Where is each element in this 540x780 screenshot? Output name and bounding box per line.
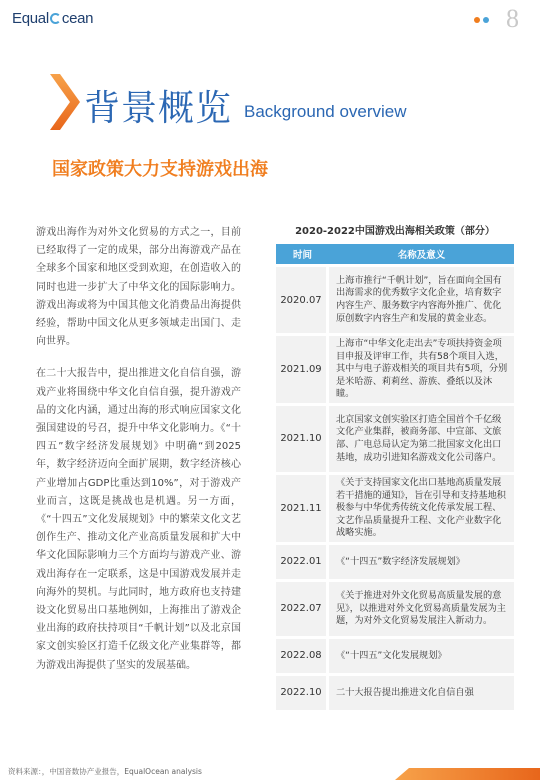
table-title: 2020-2022中国游戏出海相关政策（部分） (295, 226, 495, 237)
orange-dot-icon (474, 17, 480, 23)
table-row (276, 406, 514, 472)
page-title: 背景概览 (84, 88, 233, 129)
table-row (276, 582, 514, 636)
section-subtitle: 国家政策大力支持游戏出海 (52, 159, 268, 180)
table-header-row (276, 244, 514, 264)
header-time: 时间 (276, 244, 329, 264)
blue-dot-icon (483, 17, 489, 23)
policy-table (276, 241, 514, 713)
row-content: 北京国家文创实验区打造全国首个千亿级文化产业集群，被商务部、中宣部、文旅部、广电总局认定为第二批国家文化出口基地，成功引进知名游戏文化公司落户。 (329, 406, 514, 472)
row-content: 二十大报告提出推进文化自信自强 (329, 676, 514, 710)
chevron-right-icon (50, 74, 80, 130)
body-paragraph: 游戏出海作为对外文化贸易的方式之一，目前已经取得了一定的成果，部分出海游戏产品在全球多个国家和地区受到欢迎，在创造收入的同时也进一步扩大了中华文化的国际影响力。游戏出海或将为中国其他文化消费品出海提供经验，帮助中国文化从更多领域走出国门、走向世界。 (36, 227, 241, 348)
row-content: 《关于支持国家文化出口基地高质量发展若干措施的通知》，旨在引导和支持基地积极参与中华优秀传统文化传承发展工程、文艺作品质量提升工程、文化产业数字化战略实施。 (329, 475, 514, 542)
header-name-meaning: 名称及意义 (329, 244, 514, 264)
table-row (276, 475, 514, 542)
row-time: 2022.10 (276, 676, 329, 710)
page-title-english: Background overview (244, 102, 407, 121)
table-row (276, 267, 514, 333)
row-time: 2022.07 (276, 582, 329, 636)
logo-text-pre: Equal (12, 10, 49, 27)
table-row (276, 676, 514, 710)
logo-text-post: cean (61, 10, 94, 27)
row-content: 《关于推进对外文化贸易高质量发展的意见》，以推进对外文化贸易高质量发展为主题，为对外文化贸易发展注入新动力。 (329, 582, 514, 636)
footer-decoration (395, 768, 540, 780)
body-paragraph: 在二十大报告中，提出推进文化自信自强，游戏产业将围绕中华文化自信自强，提升游戏产品的文化内涵，通过出海的形式响应国家文化强国建设的号召，提升中华文化影响力。《“十四五”数字经济发展规划》中明确“到2025年，数字经济迈向全面扩展期，数字经济核心产业增加占GDP比重达到10%”，对于游戏产业而言，这既是挑战也是机遇。另一方面，《“十四五”文化发展规划》中的繁荣文化文艺创作生产、推动文化产业高质量发展和扩大中华文化国际影响力三个方面均与游戏产业、游戏出海存在一定联系，这是中国游戏发展并走向海外的契机。与此同时，地方政府也支持建设文化贸易出口基地例如，上海推出了游戏企业出海的政府扶持项目“千帆计划”以及北京国家文创实验区打造千亿级文化产业集群等，都为游戏出海提供了坚实的发展基础。 (36, 368, 241, 671)
logo-o-icon (50, 13, 61, 24)
page-number: 8 (506, 4, 519, 33)
row-content: 《“十四五”文化发展规划》 (329, 639, 514, 673)
row-content: 上海市推行“千帆计划”，旨在面向全国有出海需求的优秀数字文化企业，培育数字内容生产、服务数字内容海外推广、优化原创数字内容生产和发展的黄金业态。 (329, 267, 514, 333)
row-time: 2022.01 (276, 545, 329, 579)
row-content: 上海市“中华文化走出去”专项扶持资金项目申报及评审工作，共有58个项目入选，其中与电子游戏相关的项目共有5项，分别是米哈游、莉莉丝、游族、叠纸以及沐瞳。 (329, 336, 514, 403)
row-time: 2021.11 (276, 475, 329, 542)
row-time: 2020.07 (276, 267, 329, 333)
body-text (36, 224, 241, 689)
table-row (276, 639, 514, 673)
row-time: 2022.08 (276, 639, 329, 673)
table-row (276, 336, 514, 403)
footer-source: 资料来源：，中国音数协产业报告，EqualOcean analysis (8, 767, 202, 776)
table-row (276, 545, 514, 579)
row-content: 《“十四五”数字经济发展规划》 (329, 545, 514, 579)
equalocean-logo (12, 10, 93, 27)
row-time: 2021.10 (276, 406, 329, 472)
row-time: 2021.09 (276, 336, 329, 403)
